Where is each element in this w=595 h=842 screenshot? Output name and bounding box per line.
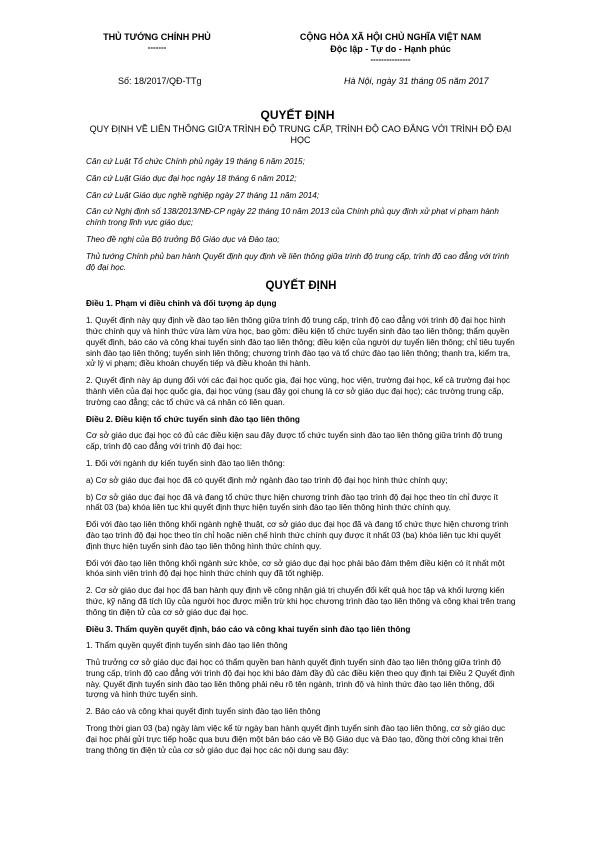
basis-item: Căn cứ Luật Giáo dục đại học ngày 18 tháng 6 năm 2012; — [86, 173, 297, 183]
national-title: CỘNG HÒA XÃ HỘI CHỦ NGHĨA VIỆT NAM — [299, 32, 482, 42]
article-2-point-b: b) Cơ sở giáo dục đại học đã và đang tổ chức thực hiện chương trình đào tạo trình độ đại học theo tín chỉ được ít nhất 03 (ba) khóa liên tục khi quyết định thực hiện tuyển sinh đào tạo liên thông hình thức chính quy. — [86, 492, 499, 513]
article-2-clause-1: 1. Đối với ngành dự kiến tuyển sinh đào tạo liên thông: — [86, 458, 285, 468]
article-3-clause-2: 2. Báo cáo và công khai quyết định tuyển sinh đào tạo liên thông — [86, 707, 321, 717]
article-3-clause-2-text: Trong thời gian 03 (ba) ngày làm việc kể từ ngày ban hành quyết định tuyển sinh đào tạo liên thông, cơ sở giáo dục đại học phải gửi trực tiếp hoặc qua bưu điện một bản báo cáo về Bộ Giáo dục và Đào tạo, đồng thời công khai trên trang thông tin điện tử của cơ sở giáo dục đại học các nội dung sau đây: — [86, 724, 506, 755]
document-number: Số: 18/2017/QĐ-TTg — [118, 76, 202, 86]
article-1-clause-2: 2. Quyết định này áp dụng đối với các đại học quốc gia, đại học vùng, học viện, trường đại học, kể cả trường đại học thành viên của đại học quốc gia, đại học vùng (sau đây gọi chung là cơ sở giáo dục đại học); các trường trung cấp, trường cao đẳng; các tổ chức và cá nhân có liên quan. — [86, 376, 510, 407]
basis-item: Căn cứ Nghị định số 138/2013/NĐ-CP ngày 22 tháng 10 năm 2013 của Chính phủ quy định xử phạt vi phạm hành chính trong lĩnh vực giáo dục; — [86, 207, 499, 228]
document-subtitle: QUY ĐỊNH VỀ LIÊN THÔNG GIỮA TRÌNH ĐỘ TRUNG CẤP, TRÌNH ĐỘ CAO ĐẲNG VỚI TRÌNH ĐỘ ĐẠI HỌC — [89, 124, 512, 145]
article-3-clause-1: 1. Thẩm quyền quyết định tuyển sinh đào tạo liên thông — [86, 641, 288, 651]
article-2-title: Điều 2. Điều kiện tổ chức tuyển sinh đào tạo liên thông — [86, 414, 300, 424]
article-3-clause-1-text: Thủ trưởng cơ sở giáo dục đại học có thẩm quyền ban hành quyết định tuyển sinh đào tạo liên thông giữa trình độ trung cấp, trình độ cao đẳng với trình độ đại học khi bảo đảm đầy đủ các điều kiện theo quy định tại Điều 2 Quyết định này. Quyết định tuyển sinh đào tạo liên thông phải nêu rõ tên ngành, trình độ và hình thức đào tạo liên thông, đối tượng và hình thức tuyển sinh. — [86, 658, 515, 700]
motto-divider: --------------- — [370, 55, 411, 64]
document-title: QUYẾT ĐỊNH — [260, 108, 335, 122]
article-2-health-paragraph: Đối với đào tạo liên thông khối ngành sức khỏe, cơ sở giáo dục đại học phải bảo đảm thêm điều kiện có ít nhất một khóa sinh viên trình độ đại học hình thức chính quy đã tốt nghiệp. — [86, 558, 505, 579]
document-body — [86, 157, 516, 762]
basis-item: Căn cứ Luật Giáo dục nghề nghiệp ngày 27 tháng 11 năm 2014; — [86, 190, 320, 200]
basis-item: Theo đề nghị của Bộ trưởng Bộ Giáo dục và Đào tạo; — [86, 234, 280, 244]
place-date: Hà Nội, ngày 31 tháng 05 năm 2017 — [344, 76, 489, 86]
basis-item: Căn cứ Luật Tổ chức Chính phủ ngày 19 tháng 6 năm 2015; — [86, 157, 305, 166]
article-1-clause-1: 1. Quyết định này quy định về đào tạo liên thông giữa trình độ trung cấp, trình độ cao đẳng với trình độ đại học hình thức chính quy và hình thức vừa làm vừa học, bao gồm: điều kiện tổ chức tuyển sinh đào tạo liên thông; thẩm quyền quyết định, báo cáo và công khai tuyển sinh đào tạo liên thông; điều kiện của người dự tuyển liên thông; chỉ tiêu tuyển sinh đào tạo liên thông; tuyển sinh liên thông; chương trình đào tạo và tổ chức đào tạo liên thông; thanh tra, kiểm tra, xử lý vi phạm; điều khoản chuyển tiếp và điều khoản thi hành. — [86, 316, 515, 369]
national-title-block — [268, 31, 513, 65]
national-motto: Độc lập - Tự do - Hạnh phúc — [330, 44, 451, 54]
article-3-title: Điều 3. Thẩm quyền quyết định, báo cáo và công khai tuyển sinh đào tạo liên thông — [86, 624, 411, 634]
issuer-block — [86, 31, 228, 53]
basis-item: Thủ tướng Chính phủ ban hành Quyết định quy định về liên thông giữa trình độ trung cấp, trình độ cao đẳng với trình độ đại học. — [86, 251, 510, 272]
legal-basis — [86, 157, 516, 273]
article-2-intro: Cơ sở giáo dục đại học có đủ các điều kiện sau đây được tổ chức tuyển sinh đào tạo liên thông giữa trình độ trung cấp, trình độ cao đẳng với trình độ đại học: — [86, 431, 503, 452]
issuer-divider: ------- — [147, 43, 167, 52]
article-1-title: Điều 1. Phạm vi điều chỉnh và đối tượng áp dụng — [86, 299, 277, 309]
article-2-point-a: a) Cơ sở giáo dục đại học đã có quyết định mở ngành đào tạo trình độ đại học hình thức chính quy; — [86, 475, 448, 485]
article-2-clause-2: 2. Cơ sở giáo dục đại học đã ban hành quy định về công nhận giá trị chuyển đổi kết quả học tập và khối lượng kiến thức, kỹ năng đã tích lũy của người học được miễn trừ khi học chương trình đào tạo liên thông và công khai trên trang thông tin điện tử của cơ sở giáo dục đại học. — [86, 586, 516, 617]
issuer-name: THỦ TƯỚNG CHÍNH PHỦ — [103, 32, 211, 42]
article-2-arts-paragraph: Đối với đào tạo liên thông khối ngành nghệ thuật, cơ sở giáo dục đại học đã và đang tổ chức thực hiện chương trình đào tạo trình độ đại học theo tín chỉ hoặc niên chế hình thức chính quy được ít nhất 03 (ba) khóa liên tục khi quyết định thực hiện tuyển sinh đào tạo liên thông hình thức chính quy. — [86, 520, 509, 551]
decision-heading: QUYẾT ĐỊNH — [265, 280, 337, 293]
